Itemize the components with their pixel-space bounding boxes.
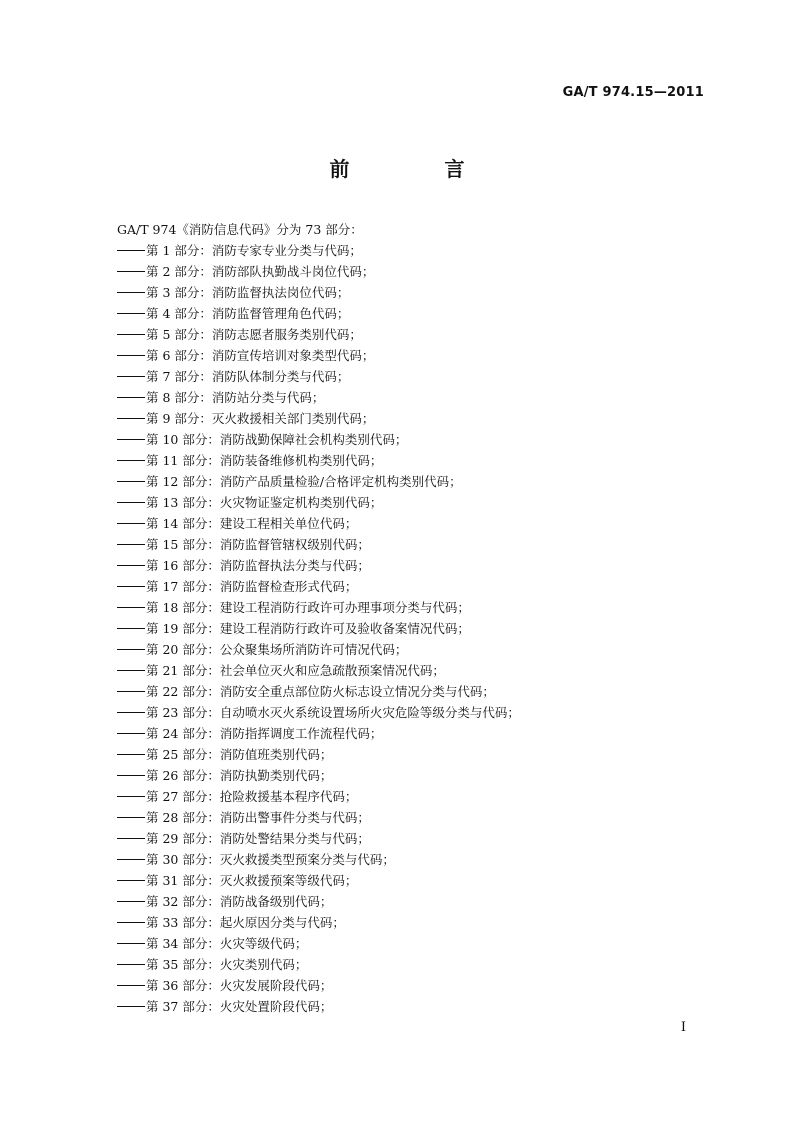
part-text: 第 25 部分：消防值班类别代码； (146, 747, 333, 762)
list-item (117, 681, 520, 702)
list-item (117, 450, 520, 471)
part-text: 第 15 部分：消防监督管辖权级别代码； (146, 537, 370, 552)
part-text: 第 17 部分：消防监督检查形式代码； (146, 579, 358, 594)
em-dash-mark (117, 586, 145, 587)
list-item (117, 786, 520, 807)
em-dash-mark (117, 397, 145, 398)
list-item (117, 324, 520, 345)
em-dash-mark (117, 712, 145, 713)
list-item (117, 828, 520, 849)
em-dash-mark (117, 649, 145, 650)
part-text: 第 23 部分：自动喷水灭火系统设置场所火灾危险等级分类与代码； (146, 705, 520, 720)
part-text: 第 9 部分：灭火救援相关部门类别代码； (146, 411, 375, 426)
part-text: 第 32 部分：消防战备级别代码； (146, 894, 333, 909)
page-title: 前 言 (329, 157, 509, 181)
part-text: 第 27 部分：抢险救援基本程序代码； (146, 789, 358, 804)
part-text: 第 35 部分：火灾类别代码； (146, 957, 308, 972)
part-text: 第 28 部分：消防出警事件分类与代码； (146, 810, 370, 825)
em-dash-mark (117, 943, 145, 944)
list-item (117, 387, 520, 408)
parts-list (117, 240, 520, 1017)
em-dash-mark (117, 901, 145, 902)
list-item (117, 555, 520, 576)
list-item (117, 429, 520, 450)
list-item (117, 849, 520, 870)
list-item (117, 996, 520, 1017)
list-item (117, 303, 520, 324)
list-item (117, 534, 520, 555)
part-text: 第 11 部分：消防装备维修机构类别代码； (146, 453, 383, 468)
em-dash-mark (117, 502, 145, 503)
part-text: 第 34 部分：火灾等级代码； (146, 936, 308, 951)
list-item (117, 576, 520, 597)
part-text: 第 31 部分：灭火救援预案等级代码； (146, 873, 358, 888)
em-dash-mark (117, 607, 145, 608)
em-dash-mark (117, 628, 145, 629)
part-text: 第 26 部分：消防执勤类别代码； (146, 768, 333, 783)
list-item (117, 597, 520, 618)
em-dash-mark (117, 1006, 145, 1007)
part-text: 第 4 部分：消防监督管理角色代码； (146, 306, 350, 321)
em-dash-mark (117, 418, 145, 419)
part-text: 第 12 部分：消防产品质量检验/合格评定机构类别代码； (146, 474, 462, 489)
list-item (117, 639, 520, 660)
em-dash-mark (117, 775, 145, 776)
list-item (117, 660, 520, 681)
em-dash-mark (117, 733, 145, 734)
list-item (117, 954, 520, 975)
em-dash-mark (117, 292, 145, 293)
part-text: 第 20 部分：公众聚集场所消防许可情况代码； (146, 642, 408, 657)
part-text: 第 19 部分：建设工程消防行政许可及验收备案情况代码； (146, 621, 470, 636)
em-dash-mark (117, 250, 145, 251)
list-item (117, 870, 520, 891)
list-item (117, 744, 520, 765)
em-dash-mark (117, 796, 145, 797)
list-item (117, 492, 520, 513)
list-item (117, 261, 520, 282)
em-dash-mark (117, 544, 145, 545)
em-dash-mark (117, 565, 145, 566)
em-dash-mark (117, 859, 145, 860)
em-dash-mark (117, 439, 145, 440)
list-item (117, 345, 520, 366)
em-dash-mark (117, 985, 145, 986)
em-dash-mark (117, 271, 145, 272)
list-item (117, 933, 520, 954)
list-item (117, 240, 520, 261)
intro-text: GA/T 974《消防信息代码》分为 73 部分： (117, 222, 363, 237)
list-item (117, 513, 520, 534)
list-item (117, 702, 520, 723)
em-dash-mark (117, 922, 145, 923)
em-dash-mark (117, 880, 145, 881)
em-dash-mark (117, 355, 145, 356)
list-item (117, 471, 520, 492)
part-text: 第 2 部分：消防部队执勤战斗岗位代码； (146, 264, 375, 279)
part-text: 第 1 部分：消防专家专业分类与代码； (146, 243, 362, 258)
list-item (117, 912, 520, 933)
em-dash-mark (117, 376, 145, 377)
part-text: 第 36 部分：火灾发展阶段代码； (146, 978, 333, 993)
em-dash-mark (117, 670, 145, 671)
em-dash-mark (117, 691, 145, 692)
list-item (117, 765, 520, 786)
part-text: 第 5 部分：消防志愿者服务类别代码； (146, 327, 362, 342)
part-text: 第 37 部分：火灾处置阶段代码； (146, 999, 333, 1014)
part-text: 第 18 部分：建设工程消防行政许可办理事项分类与代码； (146, 600, 470, 615)
part-text: 第 6 部分：消防宣传培训对象类型代码； (146, 348, 375, 363)
standard-code: GA/T 974.15—2011 (562, 85, 704, 100)
part-text: 第 29 部分：消防处警结果分类与代码； (146, 831, 370, 846)
em-dash-mark (117, 964, 145, 965)
part-text: 第 13 部分：火灾物证鉴定机构类别代码； (146, 495, 383, 510)
part-text: 第 22 部分：消防安全重点部位防火标志设立情况分类与代码； (146, 684, 495, 699)
part-text: 第 8 部分：消防站分类与代码； (146, 390, 325, 405)
list-item (117, 807, 520, 828)
em-dash-mark (117, 481, 145, 482)
list-item (117, 723, 520, 744)
em-dash-mark (117, 523, 145, 524)
part-text: 第 24 部分：消防指挥调度工作流程代码； (146, 726, 383, 741)
list-item (117, 891, 520, 912)
list-item (117, 618, 520, 639)
page-number: I (680, 1020, 686, 1035)
em-dash-mark (117, 313, 145, 314)
part-text: 第 3 部分：消防监督执法岗位代码； (146, 285, 350, 300)
part-text: 第 16 部分：消防监督执法分类与代码； (146, 558, 370, 573)
part-text: 第 14 部分：建设工程相关单位代码； (146, 516, 358, 531)
list-item (117, 366, 520, 387)
part-text: 第 33 部分：起火原因分类与代码； (146, 915, 345, 930)
part-text: 第 7 部分：消防队体制分类与代码； (146, 369, 350, 384)
em-dash-mark (117, 754, 145, 755)
part-text: 第 30 部分：灭火救援类型预案分类与代码； (146, 852, 395, 867)
list-item (117, 282, 520, 303)
part-text: 第 10 部分：消防战勤保障社会机构类别代码； (146, 432, 408, 447)
list-item (117, 975, 520, 996)
em-dash-mark (117, 460, 145, 461)
em-dash-mark (117, 334, 145, 335)
em-dash-mark (117, 838, 145, 839)
part-text: 第 21 部分：社会单位灭火和应急疏散预案情况代码； (146, 663, 445, 678)
list-item (117, 408, 520, 429)
em-dash-mark (117, 817, 145, 818)
